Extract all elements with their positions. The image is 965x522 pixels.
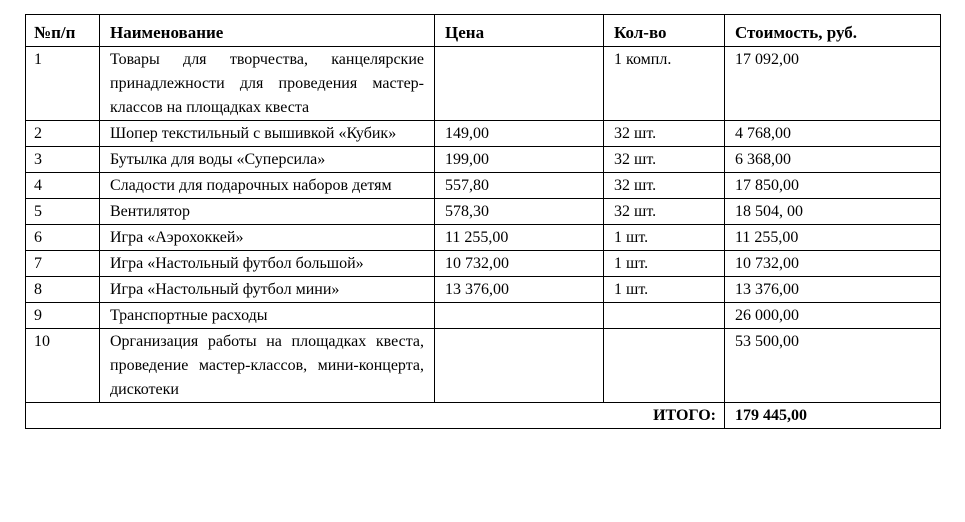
table-row [26, 147, 941, 173]
row-name: Игра «Аэрохоккей» [100, 225, 435, 251]
row-price: 13 376,00 [435, 277, 604, 303]
row-qty: 32 шт. [604, 121, 725, 147]
row-name: Организация работы на площадках квеста, проведение мастер-классов, мини-концерта, дискотеки [100, 329, 435, 403]
row-name: Бутылка для воды «Суперсила» [100, 147, 435, 173]
row-num: 7 [26, 251, 100, 277]
row-qty: 32 шт. [604, 147, 725, 173]
row-cost: 13 376,00 [725, 277, 941, 303]
table-row [26, 303, 941, 329]
table-header-row [26, 15, 941, 47]
row-name: Транспортные расходы [100, 303, 435, 329]
total-label: ИТОГО: [26, 403, 725, 429]
row-price: 578,30 [435, 199, 604, 225]
total-value: 179 445,00 [725, 403, 941, 429]
row-name: Шопер текстильный с вышивкой «Кубик» [100, 121, 435, 147]
row-price: 557,80 [435, 173, 604, 199]
row-qty: 32 шт. [604, 173, 725, 199]
row-name: Игра «Настольный футбол большой» [100, 251, 435, 277]
row-cost: 11 255,00 [725, 225, 941, 251]
row-num: 6 [26, 225, 100, 251]
row-price: 10 732,00 [435, 251, 604, 277]
table-row [26, 199, 941, 225]
row-price: 199,00 [435, 147, 604, 173]
row-num: 10 [26, 329, 100, 403]
row-cost: 10 732,00 [725, 251, 941, 277]
row-cost: 6 368,00 [725, 147, 941, 173]
table-row [26, 121, 941, 147]
table-row [26, 277, 941, 303]
row-qty [604, 329, 725, 403]
row-num: 5 [26, 199, 100, 225]
row-num: 3 [26, 147, 100, 173]
table-row [26, 47, 941, 121]
table-row [26, 173, 941, 199]
row-price: 11 255,00 [435, 225, 604, 251]
cost-estimate-table [25, 14, 941, 429]
row-num: 2 [26, 121, 100, 147]
header-qty: Кол-во [604, 15, 725, 47]
row-num: 8 [26, 277, 100, 303]
table-row [26, 225, 941, 251]
row-cost: 53 500,00 [725, 329, 941, 403]
header-cost: Стоимость, руб. [725, 15, 941, 47]
row-qty: 32 шт. [604, 199, 725, 225]
row-cost: 17 850,00 [725, 173, 941, 199]
table-row [26, 251, 941, 277]
row-qty: 1 шт. [604, 277, 725, 303]
row-price [435, 329, 604, 403]
total-row [26, 403, 941, 429]
row-cost: 18 504, 00 [725, 199, 941, 225]
row-name: Игра «Настольный футбол мини» [100, 277, 435, 303]
row-name: Товары для творчества, канцелярские принадлежности для проведения мастер-классов на площадках квеста [100, 47, 435, 121]
row-qty: 1 шт. [604, 251, 725, 277]
header-name: Наименование [100, 15, 435, 47]
row-num: 1 [26, 47, 100, 121]
row-num: 9 [26, 303, 100, 329]
row-qty [604, 303, 725, 329]
row-qty: 1 шт. [604, 225, 725, 251]
row-qty: 1 компл. [604, 47, 725, 121]
row-name: Сладости для подарочных наборов детям [100, 173, 435, 199]
row-price [435, 303, 604, 329]
row-price: 149,00 [435, 121, 604, 147]
row-cost: 17 092,00 [725, 47, 941, 121]
row-cost: 26 000,00 [725, 303, 941, 329]
row-price [435, 47, 604, 121]
row-cost: 4 768,00 [725, 121, 941, 147]
table-row [26, 329, 941, 403]
header-num: №п/п [26, 15, 100, 47]
row-num: 4 [26, 173, 100, 199]
row-name: Вентилятор [100, 199, 435, 225]
header-price: Цена [435, 15, 604, 47]
